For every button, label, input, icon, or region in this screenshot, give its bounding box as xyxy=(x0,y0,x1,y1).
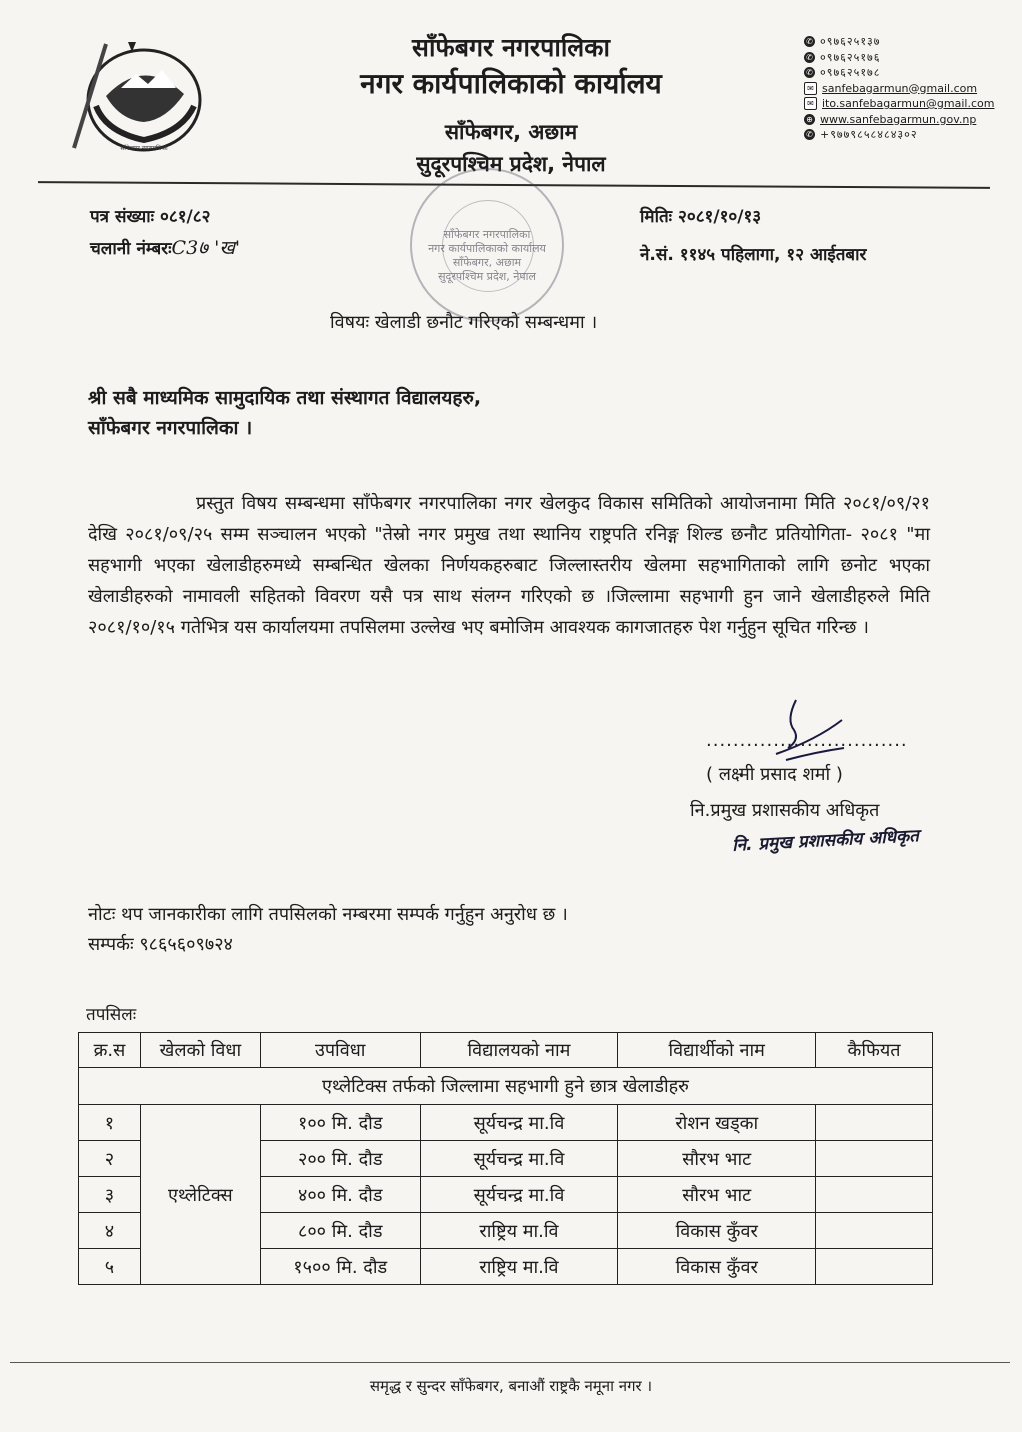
serial-cell: २ xyxy=(79,1141,141,1177)
student-cell: सौरभ भाट xyxy=(618,1141,816,1177)
contact-item xyxy=(804,96,1004,112)
school-cell: सूर्यचन्द्र मा.वि xyxy=(420,1105,618,1141)
office-province: सुदूरपश्चिम प्रदेश, नेपाल xyxy=(416,152,606,176)
signatory-name: ( लक्ष्मी प्रसाद शर्मा ) xyxy=(706,764,843,785)
column-header: विद्यार्थीको नाम xyxy=(618,1033,816,1068)
serial-cell: ३ xyxy=(79,1177,141,1213)
signatory-title: नि.प्रमुख प्रशासकीय अधिकृत xyxy=(690,800,880,821)
footer-slogan: समृद्ध र सुन्दर साँफेबगर, बनाऔं राष्ट्रकै नमूना नगर । xyxy=(369,1377,653,1395)
contact-list xyxy=(804,34,1004,143)
school-cell: सूर्यचन्द्र मा.वि xyxy=(420,1177,618,1213)
office-seal xyxy=(410,168,564,322)
email-icon: ✉ xyxy=(804,97,817,110)
remarks-cell xyxy=(816,1141,933,1177)
school-cell: राष्ट्रिय मा.वि xyxy=(420,1249,618,1285)
web-icon: ⊕ xyxy=(804,114,815,125)
nepal-sambat-date: ने.सं. ११४५ पहिलागा, १२ आईतबार xyxy=(640,245,867,265)
serial-cell: ४ xyxy=(79,1213,141,1249)
addressee-line: साँफेबगर नगरपालिका । xyxy=(88,417,253,439)
phone-icon: ✆ xyxy=(804,36,815,47)
remarks-cell xyxy=(816,1105,933,1141)
dispatch-number xyxy=(90,234,240,260)
contact-item: ✆ ०९७६२५१७६ xyxy=(804,50,1004,66)
column-header: क्र.स xyxy=(79,1033,141,1068)
student-cell: विकास कुँवर xyxy=(618,1249,816,1285)
remarks-cell xyxy=(816,1177,933,1213)
dispatch-label: चलानी नंम्बरः xyxy=(90,239,172,259)
column-header: विद्यालयको नाम xyxy=(420,1033,618,1068)
student-cell: रोशन खड्का xyxy=(618,1105,816,1141)
remarks-cell xyxy=(816,1213,933,1249)
email-link[interactable]: ito.sanfebagarmun@gmail.com xyxy=(822,97,995,110)
footer-divider xyxy=(10,1362,1010,1363)
remarks-cell xyxy=(816,1249,933,1285)
school-cell: सूर्यचन्द्र मा.वि xyxy=(420,1141,618,1177)
event-cell: २०० मि. दौड xyxy=(260,1141,420,1177)
emblem-text: साँफेबगर नगरपालिका xyxy=(120,145,168,152)
letter-date: मितिः २०८१/१०/१३ xyxy=(640,207,762,227)
phone-icon: ✆ xyxy=(804,129,815,140)
table-header-row xyxy=(79,1033,933,1068)
note-text: नोटः थप जानकारीका लागि तपसिलको नम्बरमा सम्पर्क गर्नुहुन अनुरोध छ । xyxy=(88,904,568,925)
table-row xyxy=(79,1105,933,1141)
office-address: साँफेबगर, अछाम xyxy=(444,120,578,144)
serial-cell: १ xyxy=(79,1105,141,1141)
serial-cell: ५ xyxy=(79,1249,141,1285)
municipality-name: साँफेबगर नगरपालिका xyxy=(412,33,610,62)
event-cell: १५०० मि. दौड xyxy=(260,1249,420,1285)
phone-icon: ✆ xyxy=(804,67,815,78)
student-cell: विकास कुँवर xyxy=(618,1213,816,1249)
event-cell: १०० मि. दौड xyxy=(260,1105,420,1141)
school-cell: राष्ट्रिय मा.वि xyxy=(420,1213,618,1249)
student-cell: सौरभ भाट xyxy=(618,1177,816,1213)
website-link[interactable]: www.sanfebagarmun.gov.np xyxy=(820,112,977,126)
email-link[interactable]: sanfebagarmun@gmail.com xyxy=(822,81,978,95)
contact-item xyxy=(804,81,1004,97)
contact-item: ✆ ०९७६२५१३७ xyxy=(804,34,1004,50)
dispatch-value: C3७ 'ख' xyxy=(171,237,241,259)
column-header: उपविधा xyxy=(260,1033,420,1068)
letter-subject: विषयः खेलाडी छनौट गरिएको सम्बन्धमा । xyxy=(330,312,598,333)
event-cell: ८०० मि. दौड xyxy=(260,1213,420,1249)
players-table xyxy=(78,1032,933,1285)
signatory-stamp: नि. प्रमुख प्रशासकीय अधिकृत xyxy=(731,826,920,856)
event-cell: ४०० मि. दौड xyxy=(260,1177,420,1213)
letter-body: प्रस्तुत विषय सम्बन्धमा साँफेबगर नगरपालिका नगर खेलकुद विकास समितिको आयोजनामा मिति २०८१/०९/२१ देखि २०८१/०९/२५ सम्म सञ्चालन भएको "तेस्रो नगर प्रमुख तथा स्थानिय राष्ट्रपति रनिङ्ग शिल्ड छनौट प्रतियोगिता- २०८१ "मा सहभागी भएका खेलाडीहरुमध्ये सम्बन्धित खेलका निर्णयकहरुबाट जिल्लास्तरीय खेलमा सहभागिताको लागि छनोट भएका खेलाडीहरुको नामावली सहितको विवरण यसै पत्र साथ संलग्न गरिएको छ ।जिल्लामा सहभागी हुन जाने खेलाडीहरुले मिति २०८१/१०/१५ गतेभित्र यस कार्यालयमा तपसिलमा उल्लेख भए बमोजिम आवश्यक कागजातहरु पेश गर्नुहुन सूचित गरिन्छ । xyxy=(88,493,930,638)
column-header: कैफियत xyxy=(816,1033,933,1068)
column-header: खेलको विधा xyxy=(140,1033,260,1068)
signature-line: .............................. xyxy=(706,730,908,751)
email-icon: ✉ xyxy=(804,82,817,95)
seal-text: साँफेबगर नगरपालिका नगर कार्यपालिकाको कार्यालय साँफेबगर, अछाम सुदूरपश्चिम प्रदेश, नेपाल xyxy=(428,228,546,283)
addressee-line: श्री सबै माध्यमिक सामुदायिक तथा संस्थागत विद्यालयहरु, xyxy=(88,387,482,409)
reference-number: पत्र संख्याः ०८१/८२ xyxy=(90,207,211,227)
section-title: एथ्लेटिक्स तर्फको जिल्लामा सहभागी हुने छात्र खेलाडीहरु xyxy=(79,1068,933,1105)
office-name: नगर कार्यपालिकाको कार्यालय xyxy=(360,67,662,100)
table-section-row xyxy=(79,1068,933,1105)
contact-number: सम्पर्कः ९८६५६०९७२४ xyxy=(88,934,233,955)
category-cell: एथ्लेटिक्स xyxy=(140,1105,260,1285)
phone-icon: ✆ xyxy=(804,52,815,63)
contact-item xyxy=(804,112,1004,128)
contact-item: ✆ +९७७९८५८४८४३०२ xyxy=(804,127,1004,143)
annex-label: तपसिलः xyxy=(86,1005,137,1025)
contact-item: ✆ ०९७६२५१७८ xyxy=(804,65,1004,81)
